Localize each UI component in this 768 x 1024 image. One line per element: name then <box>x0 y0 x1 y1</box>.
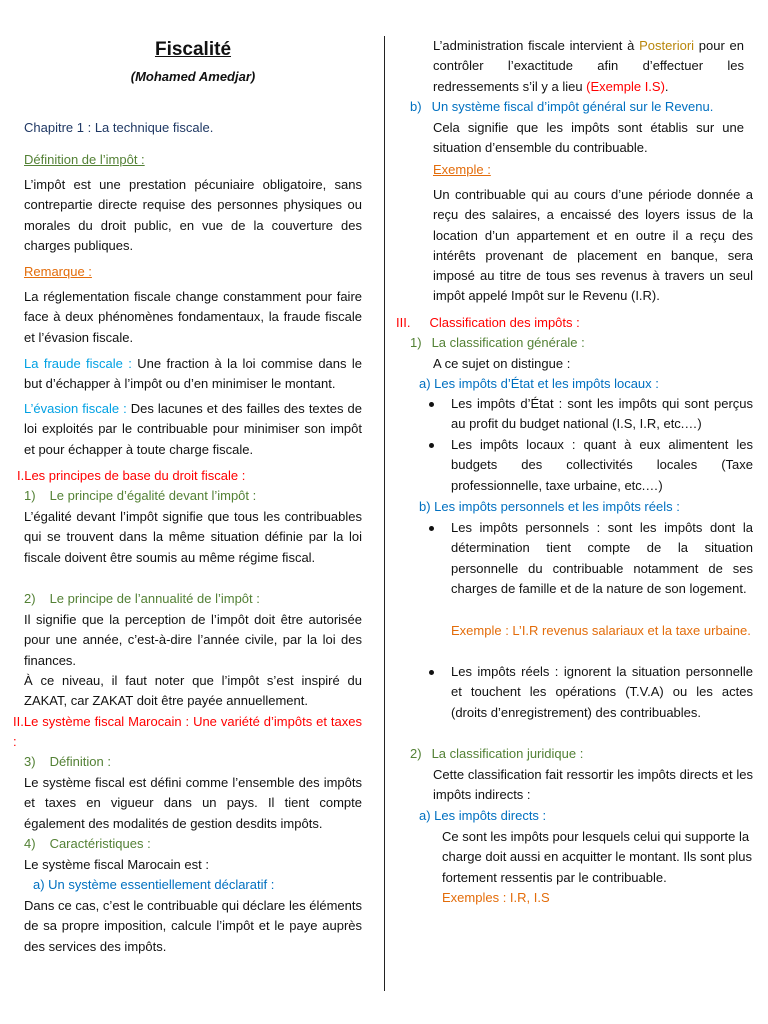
exemple-paragraph: Un contribuable qui au cours d’une période donnée a reçu des salaires, a encaissé des loyers issus de la location d’un appartement et en outre il a reçu des intérêts provenant de placement en banque, sera imposé au titre de tous ses revenus à travers un seul impôt appelé Impôt sur le Revenu (I.R). <box>433 187 753 304</box>
admin-posteriori: Posteriori <box>639 38 695 53</box>
classification-juridique-number: 2) <box>410 746 422 761</box>
declaratif-paragraph: Dans ce cas, c’est le contribuable qui déclare les éléments de sa propre imposition, calcule l’impôt et le paye auprès des services des impôts. <box>24 898 362 954</box>
principle-2-paragraph: Il signifie que la perception de l’impôt doit être autorisée pour une année, c’est-à-dire l’année civile, par la loi des finances. <box>24 612 362 668</box>
impot-general-paragraph: Cela signifie que les impôts sont établis sur une situation d’ensemble du contribuable. <box>433 120 744 156</box>
impot-general-title: Un système fiscal d’impôt général sur le Revenu. <box>431 99 714 114</box>
impots-etat-locaux-heading: a) Les impôts d’État et les impôts locaux : <box>419 376 659 391</box>
classification-juridique-heading <box>410 744 583 764</box>
evasion-text: Des lacunes et des failles des textes de loi exploités par le contribuable pour minimiser son impôt et pour échapper à toute charge fiscale. <box>24 401 362 457</box>
definition-heading: Définition de l’impôt : <box>24 152 145 167</box>
fraude-paragraph <box>24 354 362 395</box>
bullet-impots-reels: Les impôts réels : ignorent la situation personnelle et touchent les opérations (T.V.A) ou les actes (droits d’enregistrement) des contribuables. <box>451 664 753 720</box>
classification-generale-title: La classification générale : <box>431 335 585 350</box>
admin-text-1: L’administration fiscale intervient à <box>433 38 640 53</box>
principle-2-heading <box>24 589 260 609</box>
classification-generale-heading <box>410 333 585 353</box>
classification-juridique-title: La classification juridique : <box>431 746 584 761</box>
caracteristiques-heading <box>24 834 151 854</box>
evasion-paragraph <box>24 399 362 460</box>
classification-generale-number: 1) <box>410 335 422 350</box>
admin-paragraph <box>433 36 744 97</box>
document-title: Fiscalité <box>154 39 232 60</box>
principle-1-title: Le principe d’égalité devant l’impôt : <box>49 488 257 503</box>
bullet-dot <box>429 443 434 448</box>
definition-3-paragraph: Le système fiscal est défini comme l’ensemble des impôts et taxes en vigueur dans un pays. Il tient compte également des modalités de gestion desdits impôts. <box>24 775 362 831</box>
principle-2-number: 2) <box>24 591 36 606</box>
document-author: (Mohamed Amedjar) <box>130 69 256 84</box>
zakat-paragraph: À ce niveau, il faut noter que l’impôt s’est inspiré du ZAKAT, car ZAKAT doit être payée annuellement. <box>24 673 362 709</box>
bullet-impots-locaux: Les impôts locaux : quant à eux alimentent les budgets des collectivités locales (Taxe professionnelle, taxe urbaine, etc.…) <box>451 437 753 493</box>
fraude-text: Une fraction à la loi commise dans le but d’échapper à l’impôt ou d’en minimiser le montant. <box>24 356 362 392</box>
admin-text-2: pour en contrôler l’exactitude afin d’effectuer les redressements s’il y a lieu <box>433 38 745 94</box>
definition-3-title: Définition : <box>49 754 111 769</box>
impots-directs-example: Exemples : I.R, I.S <box>442 890 550 905</box>
section-1-heading: I.Les principes de base du droit fiscale : <box>17 468 246 483</box>
classification-generale-paragraph: A ce sujet on distingue : <box>433 356 571 371</box>
column-divider <box>384 36 385 991</box>
impots-personnels-reels-heading: b) Les impôts personnels et les impôts réels : <box>419 499 680 514</box>
impot-general-number: b) <box>410 99 422 114</box>
definition-paragraph: L’impôt est une prestation pécuniaire obligatoire, sans contrepartie directe requise des personnes physiques ou morales du droit public, en vue de la couverture des charges publiques. <box>24 177 362 253</box>
bullet-impots-etat: Les impôts d’État : sont les impôts qui sont perçus au profit du budget national (I.S, I.R, etc.…) <box>451 396 753 432</box>
admin-example: (Exemple I.S) <box>586 78 665 94</box>
classification-juridique-paragraph: Cette classification fait ressortir les impôts directs et les impôts indirects : <box>433 767 753 803</box>
remarque-paragraph: La réglementation fiscale change constamment pour faire face à deux phénomènes fondamentaux, la fraude fiscale et l’évasion fiscale. <box>24 289 362 345</box>
section-2-heading: II.Le système fiscal Marocain : Une variété d’impôts et taxes : <box>13 714 362 750</box>
definition-3-number: 3) <box>24 754 36 769</box>
section-3-heading <box>396 313 580 333</box>
definition-3-heading <box>24 752 111 772</box>
fraude-term: La fraude fiscale : <box>24 356 132 371</box>
bullet-dot <box>429 402 434 407</box>
chapter-heading: Chapitre 1 : La technique fiscale. <box>24 120 214 135</box>
evasion-term: L’évasion fiscale : <box>24 401 127 416</box>
bullet-impots-personnels: Les impôts personnels : sont les impôts dont la détermination tient compte de la situation personnelle du contribuable notamment de ses charges de famille et de la nature de son logement. <box>451 520 753 596</box>
bullet-dot <box>429 670 434 675</box>
caracteristiques-title: Caractéristiques : <box>49 836 151 851</box>
exemple-heading: Exemple : <box>433 162 491 177</box>
bullet-dot <box>429 526 434 531</box>
principle-1-paragraph: L’égalité devant l’impôt signifie que tous les contribuables qui se trouvent dans la même situation définie par la loi fiscale doivent être soumis au même régime fiscal. <box>24 509 362 565</box>
caracteristiques-number: 4) <box>24 836 36 851</box>
impot-general-heading <box>410 97 713 117</box>
declaratif-heading: a) Un système essentiellement déclaratif : <box>33 877 275 892</box>
impots-directs-paragraph: Ce sont les impôts pour lesquels celui qui supporte la charge doit aussi en acquitter le montant. Ils sont plus fortement ressentis par le contribuable. <box>442 829 753 885</box>
principle-1-number: 1) <box>24 488 36 503</box>
impots-directs-heading: a) Les impôts directs : <box>419 808 547 823</box>
principle-2-title: Le principe de l’annualité de l’impôt : <box>49 591 260 606</box>
section-3-number: III. <box>396 315 411 330</box>
admin-end: . <box>664 78 669 94</box>
impots-personnels-example: Exemple : L’I.R revenus salariaux et la taxe urbaine. <box>451 623 751 638</box>
section-3-title: Classification des impôts : <box>429 315 580 330</box>
principle-1-heading <box>24 486 256 506</box>
remarque-heading: Remarque : <box>24 264 92 279</box>
caracteristiques-paragraph: Le système fiscal Marocain est : <box>24 857 209 872</box>
